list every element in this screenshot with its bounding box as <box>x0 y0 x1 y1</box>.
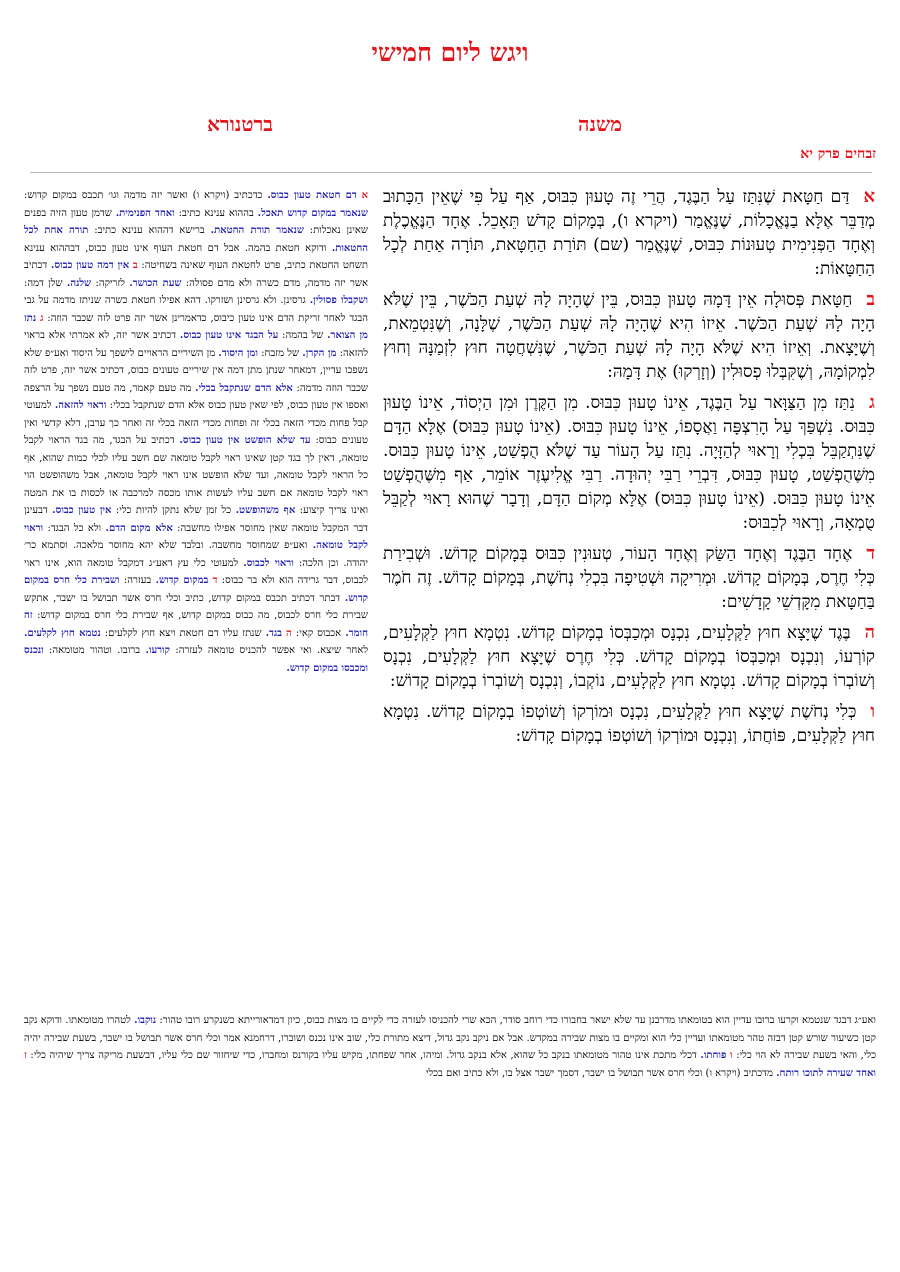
commentary-text: כדכתיב (ויקרא ו) ואשר יזה מדמה וגו׳ תכבס במקום קדוש: <box>24 190 263 201</box>
commentary-text: גרסינן. ולא גרסינן ושזרקו. דהא אפילו חטאת כשרה שניתז מדמה על גבי הבגד לאחר זריקת הדם אינו טעון כיבוס, כדאמרינן אשר יזה פרט לזה שכבר הוזה: <box>24 295 369 324</box>
mishna-text: בֶּגֶד שֶׁיָּצָא חוּץ לַקְּלָעִים, נִכְנָס וּמְכַבְּסוֹ בְמָקוֹם קָדוֹשׁ. נִטְמָא חוּץ לַקְּלָעִים, קוֹרְעוֹ, וְנִכְנָס וּמְכַבְּסוֹ בְמָקוֹם קָדוֹשׁ. כְּלִי חֶרֶס שֶׁיָּצָא חוּץ לַקְּלָעִים, נִכְנָס וְשׁוֹבְרוֹ בְמָקוֹם קָדוֹשׁ. נִטְמָא חוּץ לַקְּלָעִים, נוֹקְבוֹ, וְנִכְנָס וְשׁוֹבְרוֹ בְמָקוֹם קָדוֹשׁ: <box>383 623 875 691</box>
commentary-text: בעזרה: <box>123 575 152 586</box>
bartenura-continuation <box>24 1012 876 1082</box>
commentary-text: כל זמן שלא נתקן להיות כלי: <box>115 505 232 516</box>
dibur-hamatchil: על הבגד אינו טעון כבוס. <box>179 330 279 341</box>
dibur-hamatchil: ואחד הפנימית. <box>115 207 175 219</box>
dibur-hamatchil: אלא מקום הדם. <box>105 522 173 534</box>
commentary-letter: ה <box>286 627 292 639</box>
commentary-text: דכלי מתכת אינו טהור מטומאתו בנקב כל שהוא, אלא בנקב גדול. ומיהו, אחר שפחתו, מקיש עליו בקורנס ומחברו, כדי שיחזור שם כלי עליו, דבשעת מריקה צריך שיהיה כלי: <box>30 1050 697 1061</box>
mishna-paragraph <box>383 391 875 535</box>
dibur-hamatchil: עד שלא הופשט אין טעון כבוס. <box>179 435 311 446</box>
commentary-text: ברובו. וטהור מטומאה: <box>49 645 141 656</box>
chapter-label: זבחים פרק יא <box>800 146 876 162</box>
dibur-hamatchil: וראוי להזאה. <box>54 400 107 411</box>
commentary-text: דבתר דכתיב תכבס במקום קדוש, כתיב וכלי חרס אשר תבושל בו ישבר, אתקש שבירת כלי חרס לכבוס, מה כבוס במקום קדוש, אף שבירת כלי חרס במקום קדוש: <box>24 592 368 621</box>
dibur-hamatchil: שעת הכושר. <box>129 277 182 289</box>
mishna-paragraph <box>383 185 875 281</box>
mishna-text: חַטָּאת פְּסוּלָה אֵין דָּמָהּ טָעוּן כִּבּוּס, בֵּין שֶׁהָיָה לָהּ שְׁעַת הַכֹּשֶׁר, בֵּין שֶׁלֹּא הָיָה לָהּ שְׁעַת הַכֹּשֶׁר. אֵיזוֹ הִיא שֶׁהָיָה לָהּ שְׁעַת הַכֹּשֶׁר, שֶׁלָּנָה, וְשֶׁנִּטְמֵאת, וְשֶׁיָּצָאת. וְאֵיזוֹ הִיא שֶׁלֹּא הָיָה לָהּ שְׁעַת הַכֹּשֶׁר, שֶׁנִּשְׁחֲטָה חוּץ לִזְמַנָּהּ וְחוּץ לִמְקוֹמָהּ, וְשֶׁקִּבְּלוּ פְסוּלִין (וְזָרְקוּ) אֶת דָּמָהּ: <box>383 290 875 382</box>
paragraph-letter: ב <box>866 289 875 310</box>
dibur-hamatchil: נטמא חוץ לקלעים. <box>24 627 101 639</box>
dibur-hamatchil: ומן היסוד. <box>218 347 258 359</box>
dibur-hamatchil: וראוי לכבוס. <box>243 557 294 569</box>
paragraph-letter: ה <box>864 622 875 643</box>
commentary-text: בההוא ענינא כתיב: <box>178 207 254 219</box>
commentary-text: דכתיב על הבגד, מה בגד הראוי לקבל טומאה, דאין לך בגד קטן שאינו ראוי לקבל טומאה שם חשב עליו לכלי כמות שהוא, אף כל הראוי לקבל טומאה, ועד שלא הופשט אינו ראוי לקבל טומאה, אבל משהופשט הוי ראוי לקבל טומאה אם חשב עליו לעשות אותו מכסה למרכבה או לכסות בו את המטה ואינו צריך קיצוע: <box>24 435 369 516</box>
dibur-hamatchil: בגד. <box>265 627 282 639</box>
commentary-text: ואע״פ שמחוסר מחשבה. ובלבד שלא יהא מחוסר מלאכה. וסתמא כר׳ יהודה. וכן הלכה: <box>24 540 368 569</box>
commentary-text: של בהמה: <box>282 330 324 341</box>
bartenura-column <box>24 187 368 677</box>
commentary-text: דכתיב אשר יזה, לא אמרתי אלא בראוי להזאה: <box>24 330 368 359</box>
bartenura-text <box>24 187 368 677</box>
mishna-text: כְּלִי נְחֹשֶׁת שֶׁיָּצָא חוּץ לַקְּלָעִים, נִכְנָס וּמוֹרְקוֹ וְשׁוֹטְפוֹ בְמָקוֹם קָדוֹשׁ. נִטְמָא חוּץ לַקְּלָעִים, פּוֹחֲתוֹ, וְנִכְנָס וּמוֹרְקוֹ וְשׁוֹטְפוֹ בְמָקוֹם קָדוֹשׁ: <box>383 702 875 746</box>
paragraph-letter: א <box>863 186 875 207</box>
mishna-text: דַּם חַטָּאת שֶׁנִּתַּז עַל הַבֶּגֶד, הֲרֵי זֶה טָעוּן כִּבּוּס, אַף עַל פִּי שֶׁאֵין הַכָּתוּב מְדַבֵּר אֶלָּא בַנֶּאֱכָלוֹת, שֶׁנֶּאֱמַר (ויקרא ו), בְּמָקוֹם קָדֹשׁ תֵּאָכֵל. אֶחָד הַנֶּאֱכֶלֶת וְאֶחָד הַפְּנִימִית טְעוּנוֹת כִּבּוּס, שֶׁנֶּאֱמַר (שם) תּוֹרַת הַחַטָּאת, תּוֹרָה אַחַת לְכָל הַחַטָּאוֹת: <box>383 187 875 279</box>
commentary-letter: ג <box>40 312 44 324</box>
bartenura-text <box>24 1012 876 1082</box>
commentary-letter: ז <box>24 1050 27 1061</box>
dibur-hamatchil: ושקבלו פסולין. <box>309 295 368 306</box>
dibur-hamatchil: פוחתו. <box>700 1050 727 1061</box>
commentary-text: שנתז עליו דם חטאת ויצא חוץ לקלעים: <box>104 627 262 639</box>
commentary-text: שדמן טעון הזיה בפנים שאינן נאכלות: <box>24 207 368 236</box>
dibur-hamatchil: נוקבו. <box>134 1015 157 1026</box>
commentary-text: אכבוס קאי: <box>295 627 342 639</box>
commentary-letter: ד <box>212 575 218 586</box>
dibur-hamatchil: תורה אחת לכל החטאות. <box>24 225 369 254</box>
paragraph-letter: ג <box>869 392 875 413</box>
commentary-text: לטהרו מטומאתו. ודוקא נקב קטן כשיעור שורש קטן דבזה טהר מטומאתו ועדיין כלי הוא ומקיים בו מצות שבירה במקדש. אבל אם ניקב נקב גדול, דיצא מתורת כלי, שוב אינו נכנס ושוברו, דרחמנא אמר וכלי חרס אשר תבושל בו ישבר, בשעת שבירה יהיה כלי, והאי בשעת שבירה לא הוי כלי: <box>24 1015 877 1061</box>
header-divider <box>30 172 872 173</box>
commentary-text: למעוטי קבל פחות מכדי הזאה בכלי זה ופחות מכדי הזאה בכלי זה ואחר כך ערבן, דלא קדשי ואין טעונים כבוס: <box>24 400 368 446</box>
mishna-text: אֶחָד הַבֶּגֶד וְאֶחָד הַשַּׂק וְאֶחָד הָעוֹר, טְעוּנִין כִּבּוּס בְּמָקוֹם קָדוֹשׁ. וּשְׁבִירַת כְּלִי חֶרֶס, בְּמָקוֹם קָדוֹשׁ. וּמְרִיקָה וּשְׁטִיפָה בִּכְלִי נְחֹשֶׁת, בְּמָקוֹם קָדוֹשׁ. זֶה חֹמֶר בַּחַטָּאת מִקָּדְשֵׁי קָדָשִׁים: <box>383 544 875 612</box>
dibur-hamatchil: ואחד שעירה לתוכו רותח. <box>776 1067 876 1079</box>
commentary-text: ולא כל הבגד: <box>47 522 102 534</box>
dibur-hamatchil: אין דמה טעון כבוס. <box>50 260 130 271</box>
commentary-text: לאחר שיצא. ואי אפשר להכניס טומאה לעזרה: <box>175 645 369 656</box>
commentary-letter: ב <box>132 260 138 271</box>
commentary-text: דבעינן דבר המקבל טומאה שאין מחוסר אפילו מחשבה: <box>24 505 368 534</box>
commentary-text: ברישא דההוא ענינא כתיב: <box>94 225 205 236</box>
mishna-paragraph <box>383 288 875 384</box>
dibur-hamatchil: מן הקרן. <box>302 347 337 359</box>
dibur-hamatchil: שנאמר תורת החטאת. <box>210 225 304 236</box>
dibur-hamatchil: ושבירת כלי חרס במקום קדוש. <box>24 575 368 604</box>
dibur-hamatchil: וראוי לקבל טומאה. <box>24 522 368 551</box>
mishna-text: נִתַּז מִן הַצַּוָּאר עַל הַבֶּגֶד, אֵינוֹ טָעוּן כִּבּוּס. מִן הַקֶּרֶן וּמִן הַיְסוֹד, אֵינוֹ טָעוּן כִּבּוּס. נִשְׁפַּךְ עַל הָרִצְפָּה וַאֲסָפוֹ, אֵינוֹ טָעוּן כִּבּוּס. (אֵינוֹ טָעוּן כִּבּוּס) אֶלָּא הַדָּם שֶׁנִּתְקַבֵּל בִּכְלִי וְרָאוּי לְהַזָּיָה. נִתַּז עַל הָעוֹר עַד שֶׁלֹּא הֻפְשַׁט, אֵינוֹ טָעוּן כִּבּוּס. מִשֶּׁהֻפְשַׁט, טָעוּן כִּבּוּס, דִּבְרֵי רַבִּי יְהוּדָה. רַבִּי אֱלִיעֶזֶר אוֹמֵר, אַף מִשֶּׁהֻפְשַׁט אֵינוֹ טָעוּן כִּבּוּס. (אֵינוֹ טָעוּן כִּבּוּס) אֶלָּא מְקוֹם הַדָּם, וְדָבָר שֶׁהוּא רָאוּי לְקַבֵּל טֻמְאָה, וְרָאוּי לְכִבּוּס: <box>383 393 875 533</box>
dibur-hamatchil: נתז מן הצואר. <box>24 312 368 341</box>
commentary-text: שלן דמה: <box>24 277 63 289</box>
commentary-letter: א <box>361 190 369 201</box>
mishna-paragraph <box>383 621 875 693</box>
paragraph-letter: ד <box>866 543 875 564</box>
commentary-text: של מזבח: <box>261 347 300 359</box>
page-title: ויגש ליום חמישי <box>371 38 529 67</box>
commentary-text: מן השיריים הראויים לישפך על היסוד ואע״פ שלא נשפכו עדיין, דמאחר שנתן מתן דמה אין שיריים טעונים כבוס, דכתיב אשר יזה, פרט לזה שכבר הוזה מדמה: <box>24 347 368 394</box>
dibur-hamatchil: במקום קדוש. <box>155 575 209 586</box>
dibur-hamatchil: זה חומר. <box>24 610 369 639</box>
commentary-text: ואע״ג דבגד שנטמא וקרעו ברובו עדיין הוא בטומאתו מדרבנן עד שלא ישאר בחבורו כדי רוחב סודר, הכא שרי להכניסו לעזרה כדי לקיים בו מצות כבוס, כיון דמדאורייתא כשנקרע רובו טהור: <box>159 1015 876 1026</box>
commentary-text: ודוקא חטאת בהמה. אבל דם חטאת העוף אינו טעון כבוס, דבההוא ענינא תשחט החטאת כתיב, פרט לחטאת העוף שאינה בשחיטה: <box>24 242 368 271</box>
dibur-hamatchil: ונכנס ומכבסו במקום קדוש. <box>24 645 368 674</box>
commentary-text: מה טעם קאמר, מה טעם נשפך על הרצפה ואספו אין טעון כבוס, לפי שאין טעון כבוס אלא הדם שנתקבל בכלי: <box>24 382 369 411</box>
commentary-text: לזריקה: <box>95 277 125 289</box>
mishna-paragraph <box>383 700 875 748</box>
commentary-text: מדכתיב (ויקרא ו) וכלי חרס אשר תבושל בו ישבר, דסמך ישבר אצל בו, ולא כתיב ואם בכלי <box>425 1067 773 1079</box>
dibur-hamatchil: אלא הדם שנתקבל בכלי. <box>195 382 293 394</box>
mishna-column <box>383 185 875 755</box>
dibur-hamatchil: דם חטאת טעון כבוס. <box>267 190 357 201</box>
commentary-text: למעוטי כלי עץ דאע״ג דמקבל טומאה הוא, אינו ראוי לכבוס, דבר גרידה הוא ולא בר כבוס: <box>24 557 369 586</box>
dibur-hamatchil: אין טעון כבוס. <box>52 505 112 516</box>
dibur-hamatchil: שנאמר במקום קדוש תאכל. <box>257 207 368 219</box>
dibur-hamatchil: שלנה. <box>66 277 92 289</box>
dibur-hamatchil: אף משהופשט. <box>235 505 296 516</box>
dibur-hamatchil: קורעו. <box>145 645 170 656</box>
mishna-header: משנה <box>577 112 623 136</box>
paragraph-letter: ו <box>870 701 875 722</box>
commentary-letter: ו <box>730 1050 733 1061</box>
mishna-paragraph <box>383 542 875 614</box>
bartenura-header: ברטנורא <box>207 112 273 136</box>
commentary-text: דכתיב אשר יזה מדמה, מדם כשרה ולא מדם פסולה: <box>24 260 368 289</box>
